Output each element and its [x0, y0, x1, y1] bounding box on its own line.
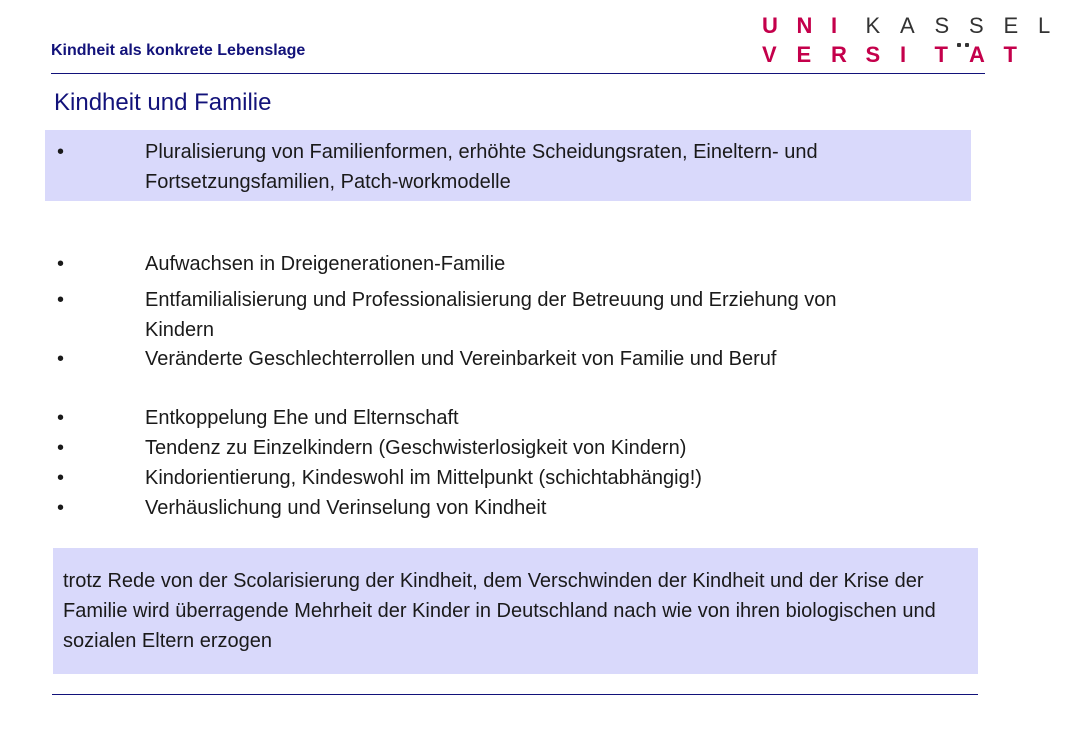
umlaut-dot — [957, 43, 961, 47]
bullet-text: Kindorientierung, Kindeswohl im Mittelpunkt (schichtabhängig!) — [145, 467, 702, 489]
section-heading: Kindheit und Familie — [54, 89, 272, 116]
footer-divider — [52, 694, 978, 695]
bullet-marker: • — [57, 289, 65, 311]
bullet-marker: • — [57, 141, 65, 163]
bullet-text: Tendenz zu Einzelkindern (Geschwisterlosigkeit von Kindern) — [145, 437, 687, 459]
logo-letter: E — [1003, 13, 1019, 38]
logo-letter: R — [831, 42, 847, 67]
logo-letter: S — [865, 42, 881, 67]
logo-letter: T — [1003, 42, 1017, 67]
bullet-marker: • — [57, 253, 65, 275]
header-divider — [51, 73, 985, 74]
page-header-title: Kindheit als konkrete Lebenslage — [51, 42, 306, 59]
logo-letter: S — [934, 13, 950, 38]
logo-letter: N — [796, 13, 813, 38]
logo-letter: K — [865, 13, 881, 38]
umlaut-dot — [965, 43, 969, 47]
umlaut-dots — [955, 43, 971, 47]
note-text: trotz Rede von der Scolarisierung der Kindheit, dem Verschwinden der Kindheit und der Krise der Familie wird überragende Mehrheit der Kinder in Deutschland nach wie von ihren biologischen und sozialen Eltern erzogen — [63, 570, 936, 652]
logo-row-bottom — [762, 42, 1038, 68]
logo-letter: T — [934, 42, 948, 67]
logo-letter: A — [900, 13, 915, 38]
bullet-text: Veränderte Geschlechterrollen und Vereinbarkeit von Familie und Beruf — [145, 348, 777, 370]
bullet-marker: • — [57, 437, 65, 459]
bullet-marker: • — [57, 348, 65, 370]
bullet-marker: • — [57, 407, 65, 429]
bullet-text: Entfamilialisierung und Professionalisierung der Betreuung und Erziehung von Kindern — [145, 289, 837, 341]
note-box — [53, 548, 978, 674]
bullet-marker: • — [57, 467, 65, 489]
logo-letter: I — [900, 42, 907, 67]
logo-letter: U — [762, 13, 778, 38]
bullet-text: Entkoppelung Ehe und Elternschaft — [145, 407, 459, 429]
logo-letter: E — [796, 42, 812, 67]
bullet-text: Pluralisierung von Familienformen, erhöhte Scheidungsraten, Eineltern- und Fortsetzungsfamilien, Patch-workmodelle — [145, 141, 818, 193]
logo-row-top — [762, 13, 1073, 39]
university-logo — [762, 13, 1051, 69]
logo-letter: V — [762, 42, 777, 67]
logo-letter: I — [831, 13, 838, 38]
logo-letter: A — [969, 42, 985, 67]
bullet-text: Aufwachsen in Dreigenerationen-Familie — [145, 253, 506, 275]
bullet-marker: • — [57, 497, 65, 519]
logo-letter: L — [1038, 13, 1051, 38]
logo-letter: S — [969, 13, 984, 38]
bullet-text: Verhäuslichung und Verinselung von Kindheit — [145, 497, 547, 519]
